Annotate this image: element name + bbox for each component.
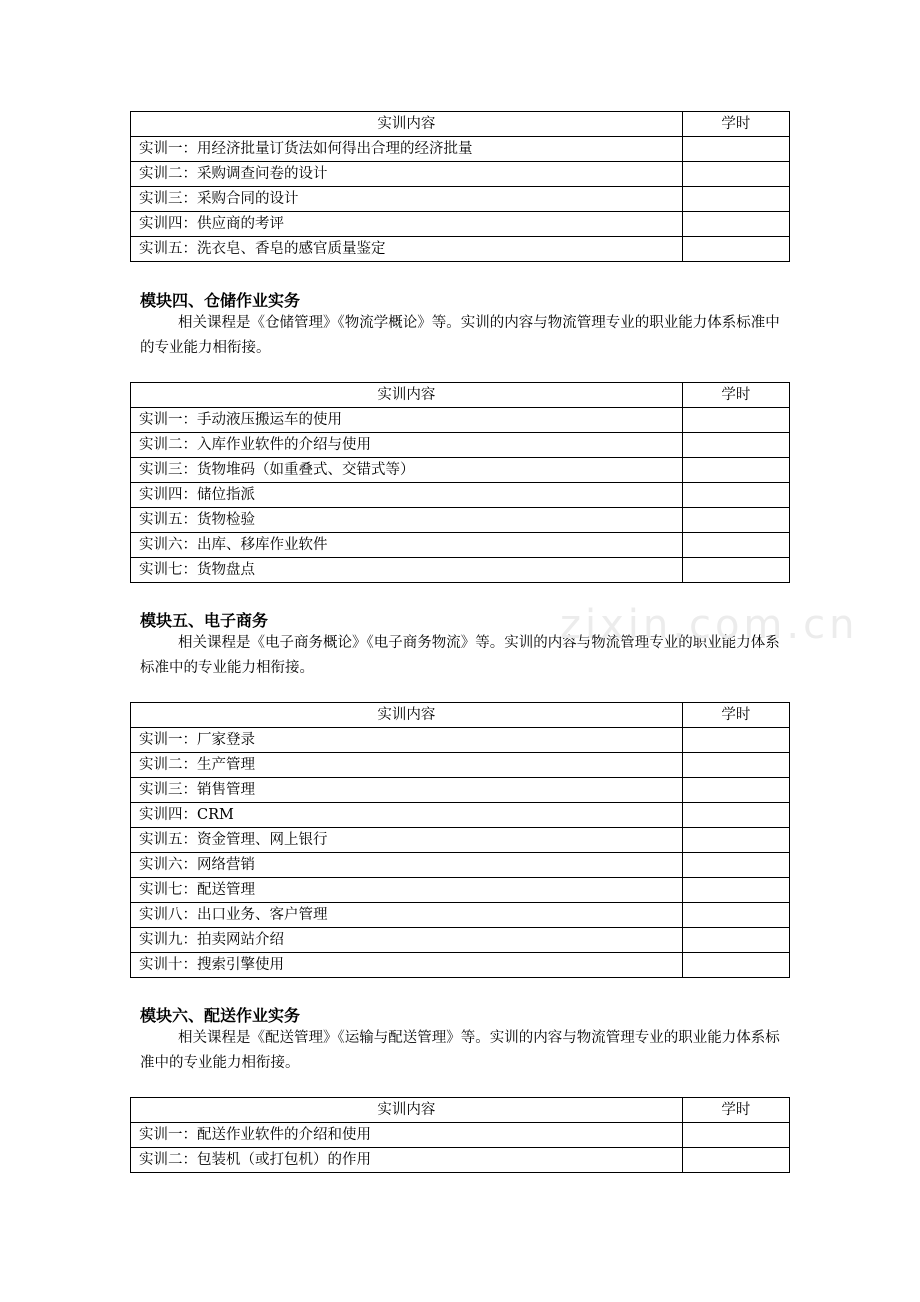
table-row [131, 433, 790, 458]
table-row [131, 753, 790, 778]
row-content: 实训六：网络营销 [131, 853, 683, 878]
table-header-row [131, 1098, 790, 1123]
row-hours [682, 137, 789, 162]
header-content: 实训内容 [131, 112, 683, 137]
module5-description: 相关课程是《电子商务概论》《电子商务物流》等。实训的内容与物流管理专业的职业能力体系标准中的专业能力相衔接。 [140, 635, 780, 676]
header-content: 实训内容 [131, 383, 683, 408]
row-hours [682, 458, 789, 483]
row-hours [682, 1123, 789, 1148]
header-hours: 学时 [682, 383, 789, 408]
row-hours [682, 508, 789, 533]
row-content: 实训三：采购合同的设计 [131, 187, 683, 212]
table-row [131, 458, 790, 483]
header-hours: 学时 [682, 112, 789, 137]
module6-description: 相关课程是《配送管理》《运输与配送管理》等。实训的内容与物流管理专业的职业能力体系标准中的专业能力相衔接。 [140, 1030, 780, 1071]
row-hours [682, 953, 789, 978]
row-hours [682, 828, 789, 853]
row-hours [682, 433, 789, 458]
training-table-module4 [130, 382, 790, 583]
row-content: 实训二：包装机（或打包机）的作用 [131, 1148, 683, 1173]
row-content: 实训三：销售管理 [131, 778, 683, 803]
row-content: 实训七：配送管理 [131, 878, 683, 903]
table-row [131, 853, 790, 878]
row-hours [682, 162, 789, 187]
row-hours [682, 237, 789, 262]
row-hours [682, 408, 789, 433]
table-row [131, 828, 790, 853]
table-row [131, 953, 790, 978]
table-row [131, 903, 790, 928]
row-content: 实训五：洗衣皂、香皂的感官质量鉴定 [131, 237, 683, 262]
table-row [131, 187, 790, 212]
header-content: 实训内容 [131, 1098, 683, 1123]
row-content: 实训四：CRM [131, 803, 683, 828]
table-row [131, 137, 790, 162]
table-header-row [131, 703, 790, 728]
row-hours [682, 533, 789, 558]
row-content: 实训一：手动液压搬运车的使用 [131, 408, 683, 433]
header-hours: 学时 [682, 703, 789, 728]
header-hours: 学时 [682, 1098, 789, 1123]
module4-description: 相关课程是《仓储管理》《物流学概论》等。实训的内容与物流管理专业的职业能力体系标准中的专业能力相衔接。 [140, 315, 780, 356]
row-hours [682, 558, 789, 583]
table-row [131, 408, 790, 433]
training-table-module5 [130, 702, 790, 978]
table-row [131, 483, 790, 508]
row-hours [682, 878, 789, 903]
row-hours [682, 187, 789, 212]
row-hours [682, 778, 789, 803]
table-row [131, 1148, 790, 1173]
row-content: 实训五：货物检验 [131, 508, 683, 533]
table-row [131, 508, 790, 533]
training-table-module6 [130, 1097, 790, 1173]
table-header-row [131, 112, 790, 137]
row-content: 实训三：货物堆码（如重叠式、交错式等） [131, 458, 683, 483]
row-content: 实训七：货物盘点 [131, 558, 683, 583]
table-row [131, 212, 790, 237]
module4-title: 模块四、仓储作业实务 [140, 291, 301, 310]
module6-title: 模块六、配送作业实务 [140, 1006, 301, 1025]
row-hours [682, 928, 789, 953]
row-hours [682, 853, 789, 878]
header-content: 实训内容 [131, 703, 683, 728]
row-content: 实训一：用经济批量订货法如何得出合理的经济批量 [131, 137, 683, 162]
row-content: 实训四：储位指派 [131, 483, 683, 508]
table-row [131, 878, 790, 903]
row-content: 实训二：生产管理 [131, 753, 683, 778]
row-content: 实训五：资金管理、网上银行 [131, 828, 683, 853]
table-row [131, 533, 790, 558]
table-row [131, 728, 790, 753]
row-content: 实训十：搜索引擎使用 [131, 953, 683, 978]
row-content: 实训一：配送作业软件的介绍和使用 [131, 1123, 683, 1148]
training-table-1 [130, 111, 790, 262]
table-row [131, 803, 790, 828]
table-row [131, 558, 790, 583]
row-hours [682, 803, 789, 828]
table-row [131, 928, 790, 953]
table-row [131, 778, 790, 803]
row-hours [682, 212, 789, 237]
watermark: zixin.com.cn [560, 602, 859, 648]
row-content: 实训九：拍卖网站介绍 [131, 928, 683, 953]
row-content: 实训四：供应商的考评 [131, 212, 683, 237]
table-row [131, 237, 790, 262]
row-hours [682, 1148, 789, 1173]
table-row [131, 162, 790, 187]
row-hours [682, 483, 789, 508]
row-content: 实训二：入库作业软件的介绍与使用 [131, 433, 683, 458]
table-header-row [131, 383, 790, 408]
row-hours [682, 728, 789, 753]
row-content: 实训八：出口业务、客户管理 [131, 903, 683, 928]
row-hours [682, 903, 789, 928]
row-content: 实训二：采购调查问卷的设计 [131, 162, 683, 187]
table-row [131, 1123, 790, 1148]
module5-title: 模块五、电子商务 [140, 611, 269, 630]
row-content: 实训六：出库、移库作业软件 [131, 533, 683, 558]
row-content: 实训一：厂家登录 [131, 728, 683, 753]
row-hours [682, 753, 789, 778]
